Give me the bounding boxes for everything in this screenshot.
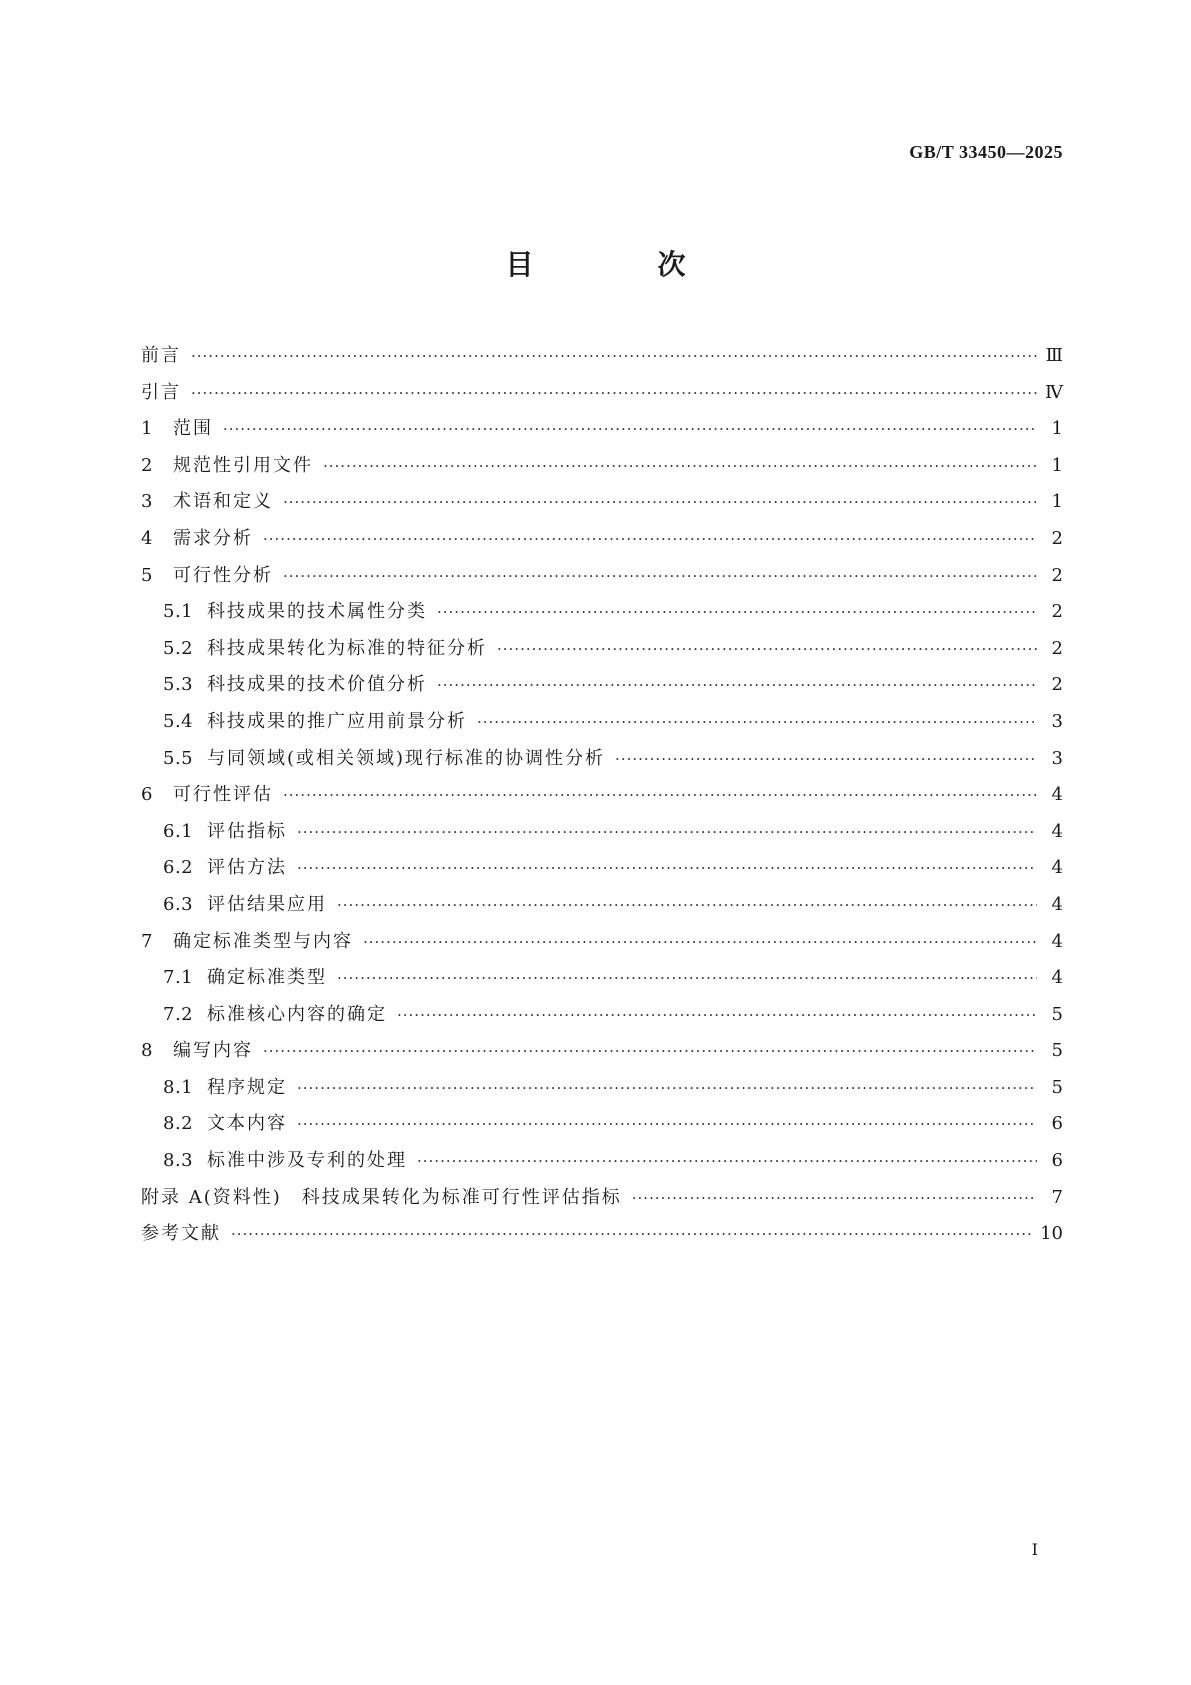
toc-entry-number: 3 bbox=[141, 491, 153, 513]
toc-entry-page: 10 bbox=[1040, 1223, 1063, 1245]
toc-entry-label: 与同领域(或相关领域)现行标准的协调性分析 bbox=[207, 747, 606, 769]
toc-entry-page: 2 bbox=[1051, 637, 1063, 659]
toc-entry-label: 附录 A(资料性) bbox=[141, 1186, 282, 1208]
toc-entry-label: 可行性评估 bbox=[173, 784, 273, 806]
toc-entry[interactable] bbox=[141, 1216, 1063, 1253]
toc-leader-dots bbox=[437, 667, 1037, 704]
toc-entry-number: 7.2 bbox=[163, 1003, 194, 1025]
toc-entry-number: 7 bbox=[141, 930, 153, 952]
toc-entry-label: 文本内容 bbox=[207, 1113, 287, 1135]
toc-leader-dots bbox=[231, 1216, 1032, 1253]
toc-entry-page: 5 bbox=[1051, 1003, 1063, 1025]
toc-leader-dots bbox=[437, 594, 1037, 631]
toc-entry-label: 科技成果的推广应用前景分析 bbox=[207, 710, 467, 732]
toc-entry-label: 引言 bbox=[141, 381, 181, 403]
toc-leader-dots bbox=[337, 960, 1037, 997]
toc-entry-label: 标准中涉及专利的处理 bbox=[207, 1150, 407, 1172]
page-title: 目 次 bbox=[505, 248, 734, 281]
toc-entry[interactable] bbox=[141, 814, 1063, 851]
toc-entry-number: 5 bbox=[141, 564, 153, 586]
toc-entry-page: 1 bbox=[1051, 418, 1063, 440]
toc-leader-dots bbox=[363, 924, 1037, 961]
toc-entry-number: 5.3 bbox=[163, 674, 194, 696]
toc-entry[interactable] bbox=[141, 777, 1063, 814]
toc-entry-label: 程序规定 bbox=[207, 1076, 287, 1098]
toc-entry-page: 4 bbox=[1051, 893, 1063, 915]
toc-entry[interactable] bbox=[141, 521, 1063, 558]
toc-entry-number: 7.1 bbox=[163, 967, 194, 989]
toc-entry[interactable] bbox=[141, 375, 1063, 412]
toc-entry[interactable] bbox=[141, 484, 1063, 521]
toc-entry-label: 评估方法 bbox=[207, 857, 287, 879]
toc-leader-dots bbox=[283, 777, 1037, 814]
toc-entry-page: 2 bbox=[1051, 527, 1063, 549]
toc-leader-dots bbox=[297, 1070, 1037, 1107]
toc-leader-dots bbox=[283, 484, 1037, 521]
toc-entry-label: 术语和定义 bbox=[173, 491, 273, 513]
toc-entry-page: 7 bbox=[1051, 1186, 1063, 1208]
toc-entry-label: 科技成果的技术价值分析 bbox=[207, 674, 427, 696]
toc-entry-page: 4 bbox=[1051, 967, 1063, 989]
toc-entry[interactable] bbox=[141, 997, 1063, 1034]
toc-leader-dots bbox=[223, 411, 1037, 448]
toc-leader-dots bbox=[297, 1106, 1037, 1143]
toc-entry[interactable] bbox=[141, 741, 1063, 778]
toc-entry-label: 评估结果应用 bbox=[207, 893, 327, 915]
toc-entry-number: 5.1 bbox=[163, 601, 194, 623]
toc-entry-page: 5 bbox=[1051, 1076, 1063, 1098]
toc-leader-dots bbox=[191, 375, 1037, 412]
toc-entry-page: 6 bbox=[1051, 1113, 1063, 1135]
table-of-contents bbox=[141, 338, 1063, 1253]
toc-entry-page: 5 bbox=[1051, 1040, 1063, 1062]
toc-entry-label: 范围 bbox=[173, 418, 213, 440]
toc-leader-dots bbox=[397, 997, 1037, 1034]
toc-entry[interactable] bbox=[141, 558, 1063, 595]
toc-entry[interactable] bbox=[141, 850, 1063, 887]
toc-leader-dots bbox=[417, 1143, 1037, 1180]
toc-entry-label: 前言 bbox=[141, 345, 181, 366]
toc-entry[interactable] bbox=[141, 338, 1063, 375]
toc-entry-page: 4 bbox=[1051, 820, 1063, 842]
toc-entry-page: 2 bbox=[1051, 601, 1063, 623]
toc-entry-label: 规范性引用文件 bbox=[173, 454, 313, 476]
toc-entry-label: 编写内容 bbox=[173, 1040, 253, 1062]
toc-entry-number: 6.3 bbox=[163, 893, 194, 915]
toc-entry-label: 确定标准类型 bbox=[207, 967, 327, 989]
toc-entry-page: 3 bbox=[1051, 747, 1063, 769]
toc-leader-dots bbox=[615, 741, 1037, 778]
toc-leader-dots bbox=[632, 1180, 1037, 1217]
toc-entry-number: 5.5 bbox=[163, 747, 194, 769]
toc-leader-dots bbox=[497, 631, 1037, 668]
toc-entry[interactable] bbox=[141, 448, 1063, 485]
toc-entry[interactable] bbox=[141, 1180, 1063, 1217]
toc-entry-label: 参考文献 bbox=[141, 1223, 221, 1245]
toc-entry-number: 8.1 bbox=[163, 1076, 194, 1098]
toc-leader-dots bbox=[297, 850, 1037, 887]
toc-entry-number: 6 bbox=[141, 784, 153, 806]
toc-entry[interactable] bbox=[141, 887, 1063, 924]
toc-entry-number: 6.1 bbox=[163, 820, 194, 842]
toc-entry-number: 5.4 bbox=[163, 710, 194, 732]
toc-entry-number: 8.2 bbox=[163, 1113, 194, 1135]
toc-entry[interactable] bbox=[141, 411, 1063, 448]
toc-entry-page: 2 bbox=[1051, 564, 1063, 586]
toc-entry-label: 确定标准类型与内容 bbox=[173, 930, 353, 952]
toc-leader-dots bbox=[337, 887, 1037, 924]
toc-entry[interactable] bbox=[141, 631, 1063, 668]
toc-leader-dots bbox=[191, 338, 1037, 375]
toc-entry[interactable] bbox=[141, 1033, 1063, 1070]
toc-leader-dots bbox=[323, 448, 1037, 485]
toc-entry-page: 1 bbox=[1051, 454, 1063, 476]
toc-entry-page: 3 bbox=[1051, 710, 1063, 732]
toc-entry[interactable] bbox=[141, 1070, 1063, 1107]
toc-entry[interactable] bbox=[141, 924, 1063, 961]
toc-entry[interactable] bbox=[141, 704, 1063, 741]
toc-entry-number: 2 bbox=[141, 454, 153, 476]
toc-entry-page: 4 bbox=[1051, 857, 1063, 879]
toc-entry-number: 1 bbox=[141, 418, 153, 440]
toc-leader-dots bbox=[477, 704, 1037, 741]
toc-entry-number: 4 bbox=[141, 527, 153, 549]
toc-entry-number: 8.3 bbox=[163, 1150, 194, 1172]
toc-entry-page: 4 bbox=[1051, 784, 1063, 806]
toc-entry[interactable] bbox=[141, 960, 1063, 997]
toc-entry-label: 科技成果的技术属性分类 bbox=[207, 601, 427, 623]
toc-entry-label: 可行性分析 bbox=[173, 564, 273, 586]
toc-entry-label: 标准核心内容的确定 bbox=[207, 1003, 387, 1025]
toc-entry-page: 6 bbox=[1051, 1150, 1063, 1172]
toc-entry-label: 科技成果转化为标准的特征分析 bbox=[207, 637, 487, 659]
toc-entry-number: 8 bbox=[141, 1040, 153, 1062]
toc-entry[interactable] bbox=[141, 1143, 1063, 1180]
page-number: Ⅰ bbox=[1031, 1540, 1038, 1559]
toc-entry-label: 需求分析 bbox=[173, 527, 253, 549]
toc-entry-page: 4 bbox=[1051, 930, 1063, 952]
toc-entry-label: 评估指标 bbox=[207, 820, 287, 842]
toc-entry-label-extra: 科技成果转化为标准可行性评估指标 bbox=[301, 1186, 622, 1208]
toc-entry-number: 6.2 bbox=[163, 857, 194, 879]
toc-entry[interactable] bbox=[141, 1106, 1063, 1143]
toc-entry[interactable] bbox=[141, 667, 1063, 704]
toc-leader-dots bbox=[297, 814, 1037, 851]
toc-entry-page: 2 bbox=[1051, 674, 1063, 696]
toc-leader-dots bbox=[263, 1033, 1037, 1070]
toc-entry-page: 1 bbox=[1051, 491, 1063, 513]
toc-leader-dots bbox=[263, 521, 1037, 558]
toc-entry-number: 5.2 bbox=[163, 637, 194, 659]
toc-leader-dots bbox=[283, 558, 1037, 595]
toc-entry-page: Ⅳ bbox=[1045, 381, 1063, 403]
toc-entry[interactable] bbox=[141, 594, 1063, 631]
standard-code: GB/T 33450—2025 bbox=[909, 142, 1063, 162]
toc-entry-page: Ⅲ bbox=[1045, 345, 1063, 366]
